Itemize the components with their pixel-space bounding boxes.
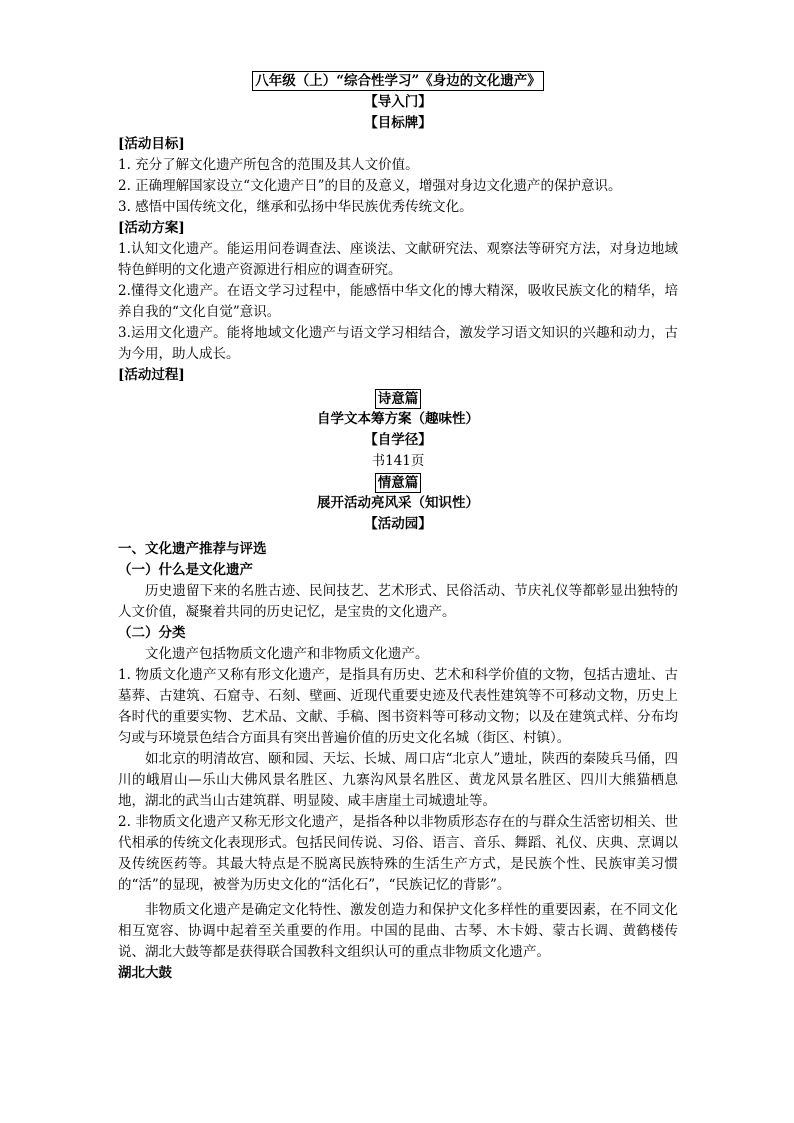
plan-item-2: 2.懂得文化遗产。在语文学习过程中，能感悟中华文化的博大精深，吸收民族文化的精华，培养自我的“文化自觉”意识。	[118, 283, 678, 320]
goal-item-2: 2. 正确理解国家设立“文化遗产日”的目的及意义，增强对身边文化遗产的保护意识。	[118, 178, 622, 194]
section1-page: 书141页	[371, 453, 425, 469]
paragraph-definition: 历史遗留下来的名胜古迹、民间技艺、艺术形式、民俗活动、节庆礼仪等都彰显出独特的人文价值，凝聚着共同的历史记忆，是宝贵的文化遗产。	[118, 583, 678, 620]
intro-label: 【导入门】	[364, 94, 432, 110]
goal-label: 【目标牌】	[364, 115, 432, 131]
document-title: 八年级（上）“综合性学习”《身边的文化遗产》	[252, 71, 544, 91]
plan-item-3: 3.运用文化遗产。能将地域文化遗产与语文学习相结合，激发学习语文知识的兴趣和动力，古为今用，助人成长。	[118, 325, 678, 362]
heading-last: 湖北大鼓	[118, 965, 172, 981]
goals-heading: [活动目标]	[118, 136, 185, 152]
paragraph-examples: 如北京的明清故宫、颐和园、天坛、长城、周口店“北京人”遗址，陕西的秦陵兵马俑，四川的峨眉山—乐山大佛风景名胜区、九寨沟风景名胜区、黄龙风景名胜区、四川大熊猫栖息地，湖北的武当山古建筑群、明显陵、咸丰唐崖土司城遗址等。	[118, 751, 678, 809]
title-row	[118, 70, 678, 91]
section1-title: 自学文本筹方案（趣味性）	[317, 411, 479, 427]
plan-item-1: 1.认知文化遗产。能运用问卷调查法、座谈法、文献研究法、观察法等研究方法，对身边地域特色鲜明的文化遗产资源进行相应的调查研究。	[118, 241, 678, 278]
goal-item-1: 1. 充分了解文化遗产所包含的范围及其人文价值。	[118, 157, 419, 173]
section2-box: 情意篇	[375, 473, 422, 493]
section1-box-row	[118, 388, 678, 409]
paragraph-categories: 文化遗产包括物质文化遗产和非物质文化遗产。	[145, 646, 429, 662]
paragraph-importance: 非物质文化遗产是确定文化特性、激发创造力和保护文化多样性的重要因素，在不同文化相互宽容、协调中起着至关重要的作用。中国的昆曲、古琴、木卡姆、蒙古长调、黄鹤楼传说、湖北大鼓等都是获得联合国教科文组织认可的重点非物质文化遗产。	[118, 902, 678, 960]
paragraph-intangible: 2. 非物质文化遗产又称无形文化遗产，是指各种以非物质形态存在的与群众生活密切相关、世代相承的传统文化表现形式。包括民间传说、习俗、语言、音乐、舞蹈、礼仪、庆典、烹调以及传统医药等。其最大特点是不脱离民族特殊的生活生产方式，是民族个性、民族审美习惯的“活”的显现，被誉为历史文化的“活化石”，“民族记忆的背影”。	[118, 814, 678, 893]
heading-2a: （一）什么是文化遗产	[118, 562, 253, 578]
paragraph-tangible: 1. 物质文化遗产又称有形文化遗产，是指具有历史、艺术和科学价值的文物，包括古遗址、古墓葬、古建筑、石窟寺、石刻、壁画、近现代重要史迹及代表性建筑等不可移动文物，历史上各时代的重要实物、艺术品、文献、手稿、图书资料等可移动文物；以及在建筑式样、分布均匀或与环境景色结合方面具有突出普遍价值的历史文化名城（街区、村镇）。	[118, 667, 678, 746]
section2-title: 展开活动亮风采（知识性）	[317, 495, 479, 511]
section2-box-row	[118, 472, 678, 493]
heading-2b: （二）分类	[118, 625, 186, 641]
document-page	[118, 70, 678, 984]
heading-1: 一、文化遗产推荐与评选	[118, 541, 267, 557]
section2-label: 【活动园】	[364, 516, 432, 532]
section1-label: 【自学径】	[364, 432, 432, 448]
plan-heading: [活动方案]	[118, 220, 185, 236]
section1-box: 诗意篇	[375, 389, 422, 409]
process-heading: [活动过程]	[118, 367, 185, 383]
goal-item-3: 3. 感悟中国传统文化，继承和弘扬中华民族优秀传统文化。	[118, 199, 473, 215]
